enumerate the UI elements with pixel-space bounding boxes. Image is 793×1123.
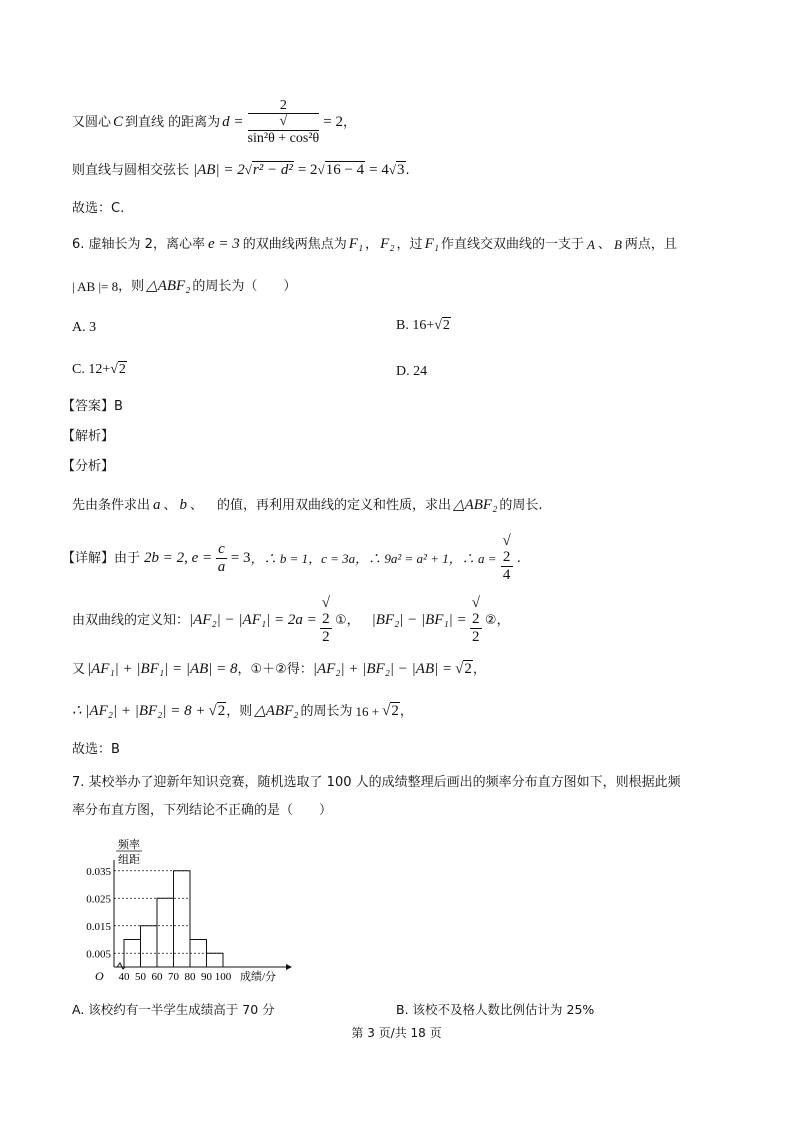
fraction-numerator: c (218, 541, 225, 557)
y-tick-label: 0.005 (86, 948, 111, 961)
option-label: C. 12+ (72, 362, 111, 377)
x-tick-label: 60 (151, 971, 163, 983)
option-a: A. 3 (72, 320, 97, 335)
fraction-denominator: 2 (322, 628, 330, 645)
math-expr: |AF₂| − |AF₁| = 2a = (189, 611, 317, 628)
text: ， (365, 237, 379, 252)
histogram-bar (141, 926, 158, 967)
option-label: B. 16+ (396, 318, 435, 333)
x-tick-label: 80 (184, 971, 196, 983)
math-var: a (153, 497, 161, 513)
answer-tag: 【答案】B (62, 399, 123, 414)
text: 的双曲线两焦点为 (242, 237, 347, 252)
fraction (320, 595, 332, 646)
math-expr: △ABF₂ (254, 703, 299, 719)
math-expr: △ABF₂ (146, 278, 191, 294)
text: ， (472, 662, 486, 677)
x-tick-label: 70 (168, 971, 179, 983)
sqrt: √2 (110, 362, 126, 377)
math-expr: △ABF₂ (453, 497, 498, 513)
math-var: B (613, 237, 622, 252)
math-expr: e = 3 (207, 236, 240, 252)
radicand: 3 (397, 162, 405, 178)
option-b (396, 319, 451, 333)
math-var: A (586, 237, 595, 252)
frequency-histogram (68, 830, 308, 990)
text: . (516, 550, 521, 566)
fraction-denominator: 4 (502, 566, 511, 583)
histogram-bar (157, 898, 174, 967)
fraction-denominator: √ sin²θ + cos²θ (247, 114, 320, 146)
sum-line (72, 662, 486, 677)
x-axis-label: 成绩/分 (240, 971, 277, 983)
fraction-numerator: √ 2 (321, 594, 330, 628)
sqrt: √2 (434, 318, 450, 333)
fenxi-line (72, 498, 542, 513)
sqrt: √16 − 4 (317, 162, 365, 178)
histogram-bar (174, 871, 191, 967)
page-footer: 第 3 页/共 18 页 (351, 1026, 442, 1040)
histogram-bar (207, 953, 224, 967)
fraction-numerator: √ 2 (471, 594, 480, 628)
text: 又 (72, 662, 86, 677)
fenxi-tag: 【分析】 (62, 459, 115, 474)
text: 、 (190, 498, 204, 513)
text: 的值，再利用双曲线的定义和性质，求出 (217, 498, 452, 513)
text: 作直线交双曲线的一支于 (440, 237, 584, 252)
distance-line (72, 97, 356, 146)
text: 、 (597, 237, 611, 252)
math-expr: |AB| = 2 (193, 162, 245, 178)
math-expr: |AF₁| + |BF₁| = |AB| = 8 (87, 661, 238, 677)
sqrt: √2 (208, 703, 226, 719)
y-label-bottom: 组距 (118, 854, 140, 866)
question-6-line-1 (72, 237, 677, 252)
radicand: 2 (464, 661, 472, 677)
math-var: b (179, 497, 188, 513)
text: 到直线 的距离为 (125, 114, 221, 130)
radicand: 16 − 4 (325, 162, 365, 178)
radicand: r² − d² (252, 162, 293, 178)
x-tick-label: 50 (135, 971, 146, 983)
question-7-line-2: 率分布直方图，下列结论不正确的是（ ） (72, 803, 333, 818)
fraction (248, 98, 320, 146)
sqrt: √2 (382, 703, 399, 719)
math-expr: ∴ |AF₂| + |BF₂| = 8 + (72, 703, 206, 719)
radicand: 2 (118, 362, 126, 377)
text: 则直线与圆相交弦长 (72, 163, 190, 178)
text: 两点，且 (624, 237, 677, 252)
math-var: F₂ (380, 236, 395, 252)
x-tick-label: 40 (118, 971, 130, 983)
fraction (216, 541, 227, 575)
math-var: F₁ (424, 236, 439, 252)
text: 、 (163, 498, 177, 513)
definition-line (72, 594, 510, 645)
origin-label: O (95, 969, 104, 983)
text: 的周长为（ ） (192, 279, 297, 294)
x-axis-arrow (286, 964, 292, 970)
option-d: D. 24 (396, 364, 428, 379)
radicand: 2 (217, 703, 226, 719)
radicand: 2 (502, 549, 511, 566)
fraction-numerator: √ 2 (502, 532, 511, 566)
text: 的周长. (499, 498, 543, 513)
fraction (501, 533, 513, 584)
option-7a: A. 该校约有一半学生成绩高于 70 分 (72, 1002, 275, 1017)
y-tick-label: 0.035 (86, 865, 111, 878)
y-label-top: 频率 (118, 839, 140, 851)
text: ， (342, 114, 356, 130)
text: ，则 (118, 279, 145, 294)
choice-line: 故选：C. (72, 201, 125, 216)
detail-line (62, 532, 521, 583)
text: ①， (334, 612, 360, 628)
fraction-denominator: 2 (472, 628, 480, 645)
text: 6. 虚轴长为 2，离心率 (72, 237, 205, 252)
text: 先由条件求出 (72, 498, 151, 513)
math-expr: 2b = 2, e = (144, 549, 213, 566)
perimeter-line (72, 704, 413, 719)
question-6-line-2 (72, 279, 296, 294)
math-var: C (113, 113, 124, 130)
math-expr: d = (222, 113, 244, 130)
text: 由双曲线的定义知： (72, 612, 190, 628)
choice-line-2: 故选：B (72, 742, 120, 757)
chord-line (72, 163, 410, 178)
math-expr: |BF₂| − |BF₁| = (371, 611, 467, 628)
math-expr: = 2 (323, 113, 343, 130)
math-expr: = 4 (369, 162, 389, 178)
math-expr: | AB |= 8 (72, 279, 119, 294)
text: 【详解】由于 (62, 550, 141, 566)
text: ，过 (396, 237, 423, 252)
math-expr: ，∴ b = 1，c = 3a，∴ 9a² = a² + 1，∴ a = (250, 550, 497, 566)
fraction-denominator: a (217, 558, 226, 575)
text: . (405, 163, 410, 178)
math-expr: |AF₂| + |BF₂| − |AB| = (312, 661, 453, 677)
sqrt: √3 (388, 162, 405, 178)
math-expr: = 2 (297, 162, 318, 178)
text: ②， (484, 612, 510, 628)
x-tick-label: 90 (201, 971, 212, 983)
math-var: F₁ (348, 236, 364, 252)
fraction (470, 595, 482, 646)
math-expr: 16 + (355, 704, 380, 719)
x-tick-label: 100 (214, 971, 232, 983)
y-tick-label: 0.025 (86, 893, 111, 906)
text: ，则 (226, 704, 253, 719)
math-expr: = 3 (230, 549, 251, 566)
radicand: 2 (322, 611, 330, 628)
text: 的周长为 (300, 704, 353, 719)
radicand: 2 (391, 703, 399, 719)
radicand: 2 (472, 611, 480, 628)
radicand: 2 (442, 318, 450, 333)
text: ， (399, 704, 413, 719)
text: ，①＋②得： (237, 662, 313, 677)
analysis-tag: 【解析】 (62, 429, 115, 444)
sqrt: √r² − d² (244, 162, 293, 178)
option-c (72, 363, 127, 377)
radicand: sin²θ + cos²θ (247, 130, 320, 146)
fraction-numerator: 2 (248, 98, 320, 114)
text: 又圆心 (72, 114, 112, 130)
sqrt: √2 (455, 661, 472, 677)
y-tick-label: 0.015 (86, 920, 111, 933)
question-7-line-1: 7. 某校举办了迎新年知识竞赛，随机选取了 100 人的成绩整理后画出的频率分布直方图如下，则根据此频 (72, 775, 681, 790)
option-7b: B. 该校不及格人数比例估计为 25% (396, 1002, 595, 1017)
